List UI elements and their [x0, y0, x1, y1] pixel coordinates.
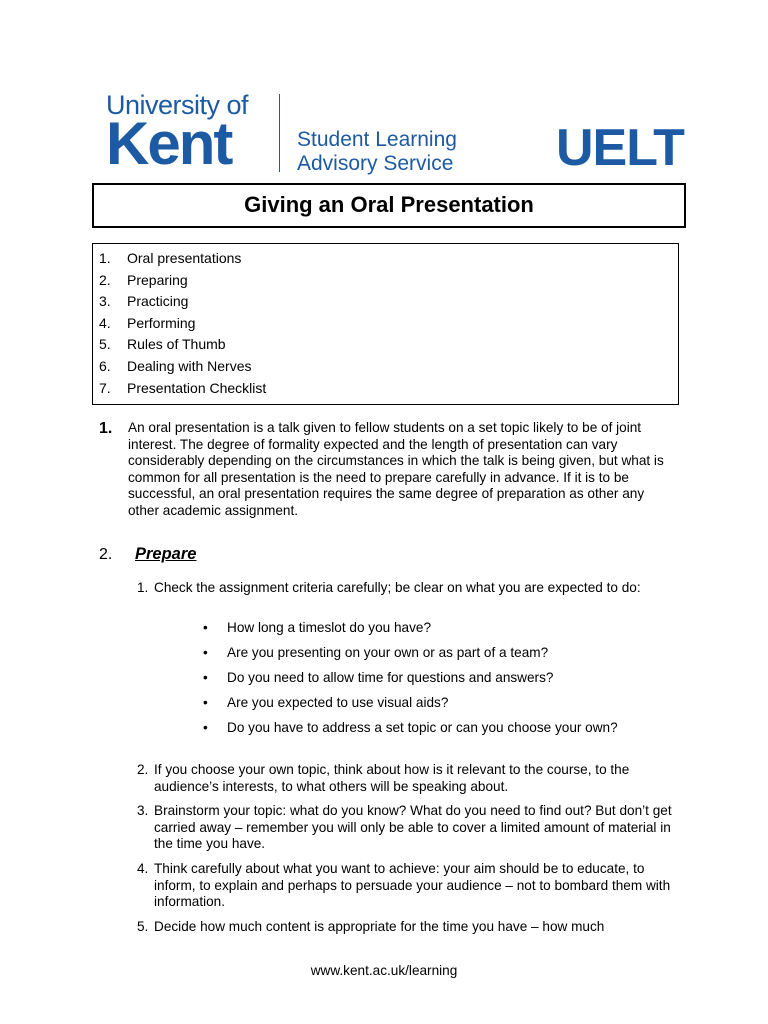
bullet-item	[200, 695, 650, 712]
contents-item-label: Rules of Thumb	[127, 336, 226, 353]
contents-item	[99, 291, 678, 313]
prepare-step	[137, 803, 677, 853]
section-2-heading: Prepare	[135, 545, 197, 563]
prepare-step	[137, 919, 677, 936]
step-text: Check the assignment criteria carefully; be clear on what you are expected to do:	[154, 580, 641, 595]
bullet-text: Are you expected to use visual aids?	[227, 695, 449, 711]
bullet-item	[200, 720, 650, 737]
step-number: 1.	[137, 580, 149, 595]
step-number: 4.	[137, 861, 149, 876]
step-text: Think carefully about what you want to achieve: your aim should be to educate, to inform, to explain and perhaps to persuade your audience – not to bombard them with information.	[154, 861, 671, 910]
contents-item	[99, 334, 678, 356]
bullet-icon: •	[203, 670, 208, 686]
prepare-step	[137, 861, 677, 911]
bullet-icon: •	[203, 645, 208, 661]
bullet-item	[200, 645, 650, 662]
bullet-text: Do you have to address a set topic or can you choose your own?	[227, 720, 618, 736]
bullet-item	[200, 670, 650, 687]
section-1-paragraph: An oral presentation is a talk given to fellow students on a set topic likely to be of joint interest. The degree of formality expected and the length of presentation can vary considerably depending on the circumstances in which the talk is being given, but what is common for all presentation is the need to prepare carefully in advance. If it is to be successful, an oral presentation requires the same degree of preparation as other any other academic assignment.	[128, 420, 664, 518]
bullet-icon: •	[203, 695, 208, 711]
bullet-text: How long a timeslot do you have?	[227, 620, 432, 635]
prepare-step	[137, 762, 677, 795]
logo-kent: Kent	[106, 110, 232, 177]
contents-item-label: Performing	[127, 314, 196, 331]
step-text: Brainstorm your topic: what do you know? What do you need to find out? But don’t get carried away – remember you will only be able to cover a limited amount of material in the time you have.	[154, 803, 672, 852]
bullet-text: Are you presenting on your own or as part of a team?	[227, 645, 549, 661]
contents-item	[99, 313, 678, 335]
step-number: 2.	[137, 762, 149, 777]
contents-item-label: Dealing with Nerves	[127, 357, 252, 374]
section-1-number: 1.	[99, 420, 113, 437]
logo-divider	[279, 94, 280, 172]
contents-item	[99, 248, 678, 270]
contents-item-number: 5.	[99, 336, 111, 353]
bullet-icon: •	[203, 720, 208, 736]
contents-list	[93, 244, 678, 399]
step-number: 3.	[137, 803, 149, 818]
step-text: Decide how much content is appropriate for the time you have – how much	[154, 919, 605, 934]
section-2-number: 2.	[99, 546, 113, 563]
footer-url: www.kent.ac.uk/learning	[310, 963, 458, 978]
contents-item-label: Practicing	[127, 293, 189, 310]
logo-university-of: University of	[106, 90, 249, 120]
bullet-item	[200, 620, 650, 637]
contents-item-label: Oral presentations	[127, 250, 242, 266]
document-header	[0, 0, 768, 180]
contents-item-number: 6.	[99, 357, 111, 374]
contents-item-number: 3.	[99, 293, 111, 310]
prepare-step	[137, 580, 677, 597]
contents-item	[99, 356, 678, 378]
uelt-logo: UELT	[556, 119, 684, 177]
step-text: If you choose your own topic, think about how is it relevant to the course, to the audience’s interests, to what others will be speaking about.	[154, 762, 630, 794]
contents-item-number: 1.	[99, 250, 111, 266]
document-title-box	[92, 183, 686, 228]
service-line-2: Advisory Service	[297, 152, 454, 175]
service-line-1: Student Learning	[297, 128, 457, 151]
step-number: 5.	[137, 919, 149, 934]
contents-item-label: Presentation Checklist	[127, 379, 267, 396]
contents-item-number: 2.	[99, 271, 111, 288]
assignment-questions-list	[200, 620, 650, 745]
service-name	[297, 128, 457, 176]
bullet-icon: •	[203, 620, 208, 635]
contents-item	[99, 270, 678, 292]
document-title: Giving an Oral Presentation	[244, 192, 534, 217]
contents-box	[92, 243, 679, 405]
contents-item-label: Preparing	[127, 271, 188, 288]
contents-item-number: 7.	[99, 379, 111, 396]
bullet-text: Do you need to allow time for questions and answers?	[227, 670, 554, 686]
contents-item	[99, 378, 678, 400]
contents-item-number: 4.	[99, 314, 111, 331]
